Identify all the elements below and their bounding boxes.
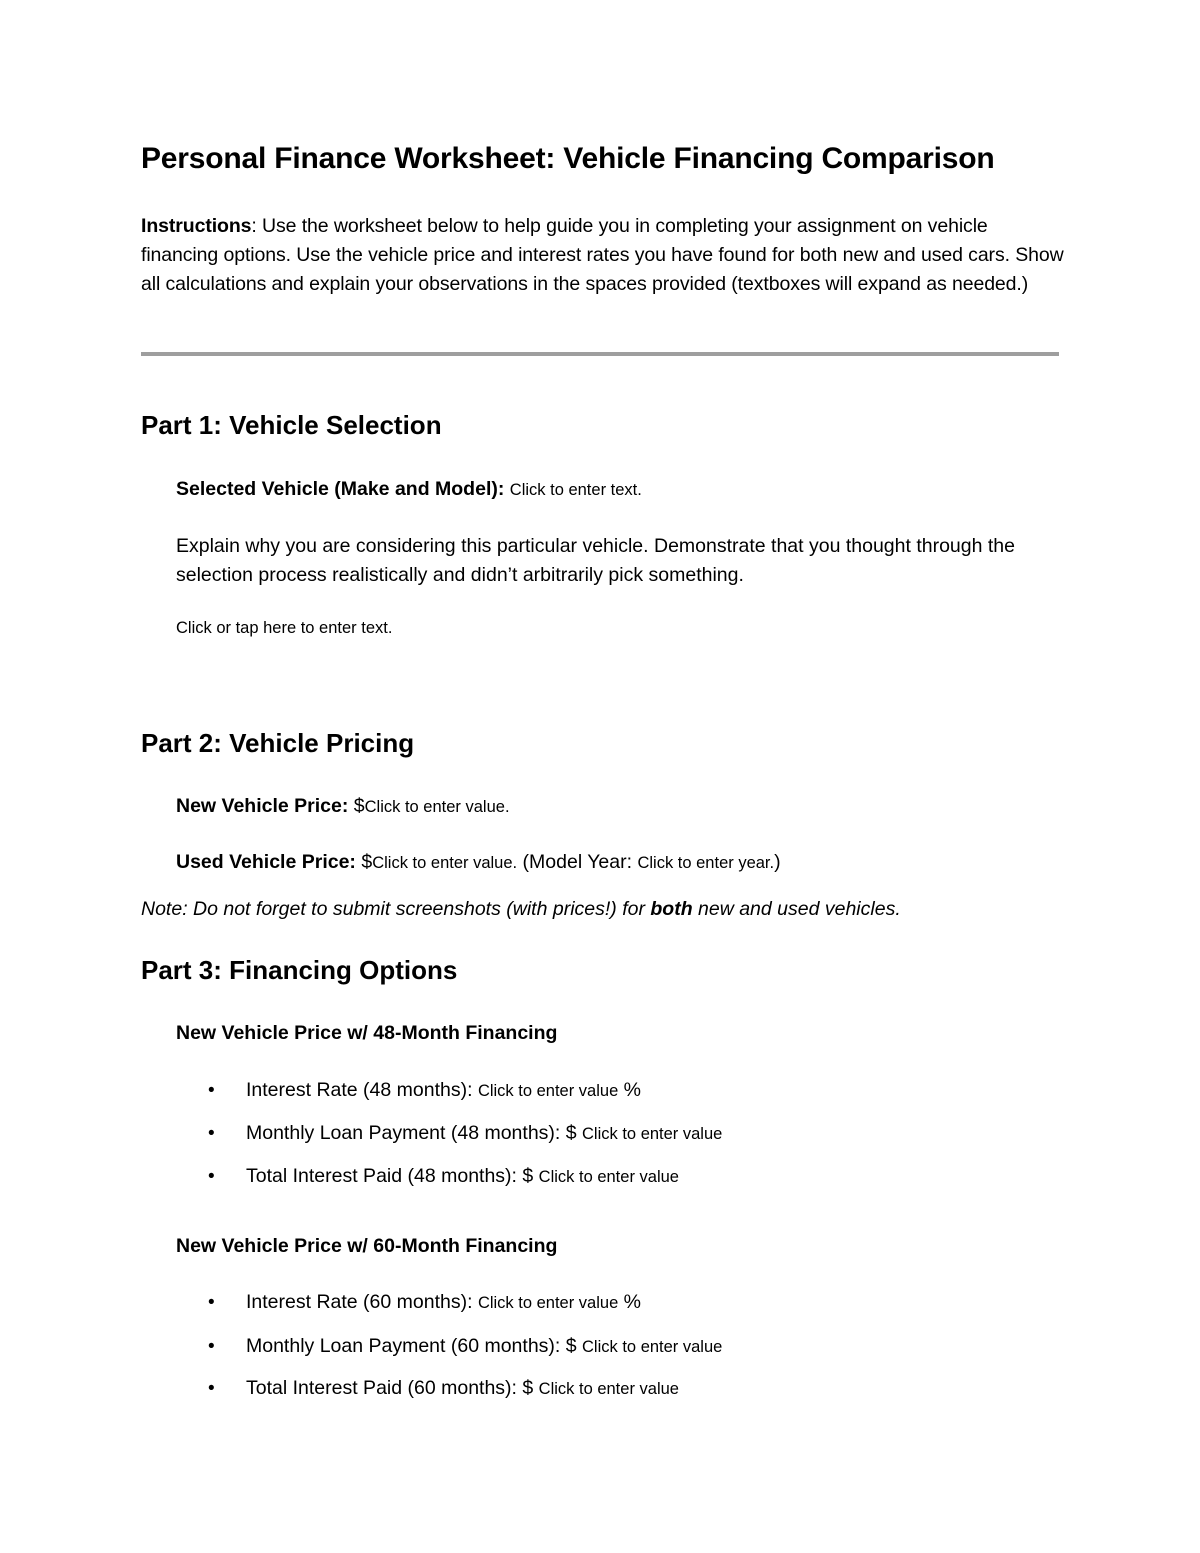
section-48-title: New Vehicle Price w/ 48-Month Financing (176, 1022, 558, 1044)
bullet-icon: • (208, 1080, 215, 1101)
interest-rate-60-field[interactable]: Click to enter value (477, 1294, 619, 1312)
new-price-line (176, 792, 510, 822)
selected-vehicle-label: Selected Vehicle (Make and Model): (176, 478, 505, 500)
horizontal-divider (141, 352, 1059, 356)
explain-prompt: Explain why you are considering this particular vehicle. Demonstrate that you thought through the selection process realistically and didn’t arbitrarily pick something. (176, 535, 1015, 586)
bullet-icon: • (208, 1292, 215, 1313)
new-price-currency: $ (353, 795, 365, 817)
new-price-label: New Vehicle Price: (176, 795, 349, 817)
instructions-label: Instructions (141, 215, 252, 237)
interest-rate-60-label: Interest Rate (60 months): (246, 1291, 478, 1313)
monthly-payment-60-label: Monthly Loan Payment (60 months): $ (246, 1335, 583, 1357)
total-interest-48-field[interactable]: Click to enter value (538, 1168, 679, 1186)
total-interest-60-field[interactable]: Click to enter value (538, 1380, 679, 1398)
interest-rate-48-suffix: % (618, 1079, 642, 1101)
interest-rate-48-label: Interest Rate (48 months): (246, 1079, 478, 1101)
new-price-field[interactable]: Click to enter value. (364, 798, 510, 816)
instructions-text: : Use the worksheet below to help guide you in completing your assignment on vehicle financing options. Use the vehicle price and interest rates you have found for both new and used cars. Show all calculations and explain your observations in the spaces provided (textboxes will expand as needed.) (141, 215, 1064, 295)
total-interest-60-label: Total Interest Paid (60 months): $ (246, 1377, 539, 1399)
selected-vehicle-field[interactable]: Click to enter text. (509, 481, 642, 499)
used-price-label: Used Vehicle Price: (176, 851, 356, 873)
note-bold: both (650, 898, 693, 920)
explain-field[interactable]: Click or tap here to enter text. (176, 619, 393, 637)
part2-heading: Part 2: Vehicle Pricing (141, 728, 415, 758)
used-price-field[interactable]: Click to enter value. (372, 854, 518, 872)
monthly-payment-48-label: Monthly Loan Payment (48 months): $ (246, 1122, 583, 1144)
model-year-close: ) (774, 851, 781, 873)
bullet-icon: • (208, 1123, 215, 1144)
page-title: Personal Finance Worksheet: Vehicle Financing Comparison (141, 142, 995, 175)
model-year-open: (Model Year: (517, 851, 638, 873)
bullet-icon: • (208, 1336, 215, 1357)
monthly-payment-48-field[interactable]: Click to enter value (582, 1125, 723, 1143)
interest-rate-60-suffix: % (618, 1291, 642, 1313)
note-after: new and used vehicles. (692, 898, 901, 920)
bullet-icon: • (208, 1166, 215, 1187)
selected-vehicle-line (176, 475, 642, 505)
interest-rate-60-line (246, 1288, 641, 1318)
total-interest-48-label: Total Interest Paid (48 months): $ (246, 1165, 539, 1187)
model-year-field[interactable]: Click to enter year. (637, 854, 775, 872)
interest-rate-48-field[interactable]: Click to enter value (477, 1082, 619, 1100)
monthly-payment-60-line (246, 1332, 722, 1362)
part3-heading: Part 3: Financing Options (141, 955, 458, 985)
used-price-line (176, 848, 781, 878)
part1-heading: Part 1: Vehicle Selection (141, 410, 442, 440)
total-interest-48-line (246, 1162, 679, 1192)
total-interest-60-line (246, 1374, 679, 1404)
screenshot-note (141, 898, 901, 921)
section-60-title: New Vehicle Price w/ 60-Month Financing (176, 1235, 558, 1257)
monthly-payment-60-field[interactable]: Click to enter value (582, 1338, 723, 1356)
interest-rate-48-line (246, 1076, 641, 1106)
instructions-paragraph (141, 212, 1066, 299)
note-before: Note: Do not forget to submit screenshots (with prices!) for (141, 898, 651, 920)
bullet-icon: • (208, 1378, 215, 1399)
monthly-payment-48-line (246, 1119, 722, 1149)
used-price-currency: $ (361, 851, 373, 873)
